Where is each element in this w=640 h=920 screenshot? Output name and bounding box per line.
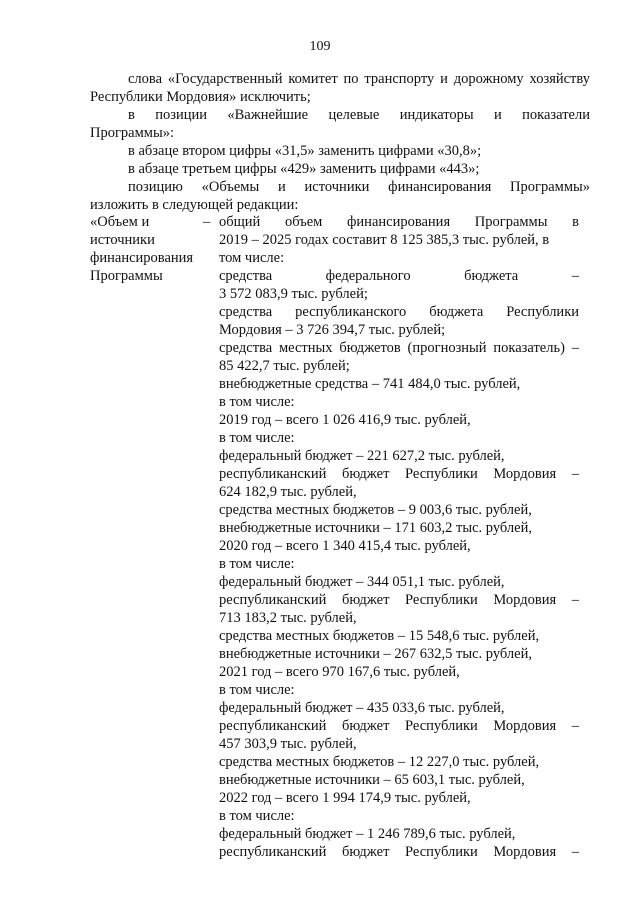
paragraph-financing-position: позицию «Объемы и источники финансирования Программы»	[128, 179, 590, 195]
financing-line: внебюджетные средства – 741 484,0 тыс. рублей,	[219, 376, 521, 392]
paragraph-indicators-heading-cont: Программы»:	[90, 125, 174, 141]
financing-line: средства местных бюджетов – 9 003,6 тыс. рублей,	[219, 502, 532, 518]
financing-line: Мордовия – 3 726 394,7 тыс. рублей;	[219, 322, 446, 338]
financing-line: 2019 год – всего 1 026 416,9 тыс. рублей,	[219, 412, 471, 428]
financing-line: в том числе:	[219, 808, 295, 824]
label-line: Программы	[90, 268, 163, 284]
label-line: финансирования	[90, 250, 194, 266]
financing-line: внебюджетные источники – 267 632,5 тыс. рублей,	[219, 646, 532, 662]
paragraph-second-indent: в абзаце втором цифры «31,5» заменить цифрами «30,8»;	[128, 143, 482, 159]
financing-line: 2019 – 2025 годах составит 8 125 385,3 тыс. рублей, в	[219, 232, 550, 248]
label-line: «Объем и	[90, 214, 150, 230]
financing-line: федеральный бюджет – 1 246 789,6 тыс. рублей,	[219, 826, 516, 842]
financing-line: федеральный бюджет – 344 051,1 тыс. рублей,	[219, 574, 505, 590]
financing-line: республиканский бюджет Республики Мордовия –	[219, 844, 579, 860]
financing-line: 3 572 083,9 тыс. рублей;	[219, 286, 368, 302]
financing-line: в том числе:	[219, 556, 295, 572]
paragraph-committee-removal: слова «Государственный комитет по транспорту и дорожному хозяйству Республики Мордовия» исключить;	[90, 71, 590, 105]
label-dash: –	[203, 214, 211, 230]
financing-line: в том числе:	[219, 394, 295, 410]
paragraph-third-indent: в абзаце третьем цифры «429» заменить цифрами «443»;	[128, 161, 480, 177]
financing-details	[219, 213, 579, 861]
financing-line: средства местных бюджетов – 15 548,6 тыс. рублей,	[219, 628, 540, 644]
financing-line: том числе:	[219, 250, 285, 266]
financing-line: 2021 год – всего 970 167,6 тыс. рублей,	[219, 664, 460, 680]
financing-line: республиканский бюджет Республики Мордовия –	[219, 718, 579, 734]
financing-line: в том числе:	[219, 430, 295, 446]
label-line: источники	[90, 232, 155, 248]
paragraph-indicators-heading: в позиции «Важнейшие целевые индикаторы и показатели	[128, 107, 590, 123]
paragraph-financing-position-cont: изложить в следующей редакции:	[90, 197, 299, 213]
financing-line: средства местных бюджетов (прогнозный показатель) –	[219, 340, 579, 356]
financing-line: 2022 год – всего 1 994 174,9 тыс. рублей,	[219, 790, 471, 806]
financing-line: 624 182,9 тыс. рублей,	[219, 484, 357, 500]
financing-line: 2020 год – всего 1 340 415,4 тыс. рублей,	[219, 538, 471, 554]
financing-line: внебюджетные источники – 171 603,2 тыс. рублей,	[219, 520, 532, 536]
financing-line: федеральный бюджет – 221 627,2 тыс. рублей,	[219, 448, 505, 464]
financing-line: общий объем финансирования Программы в	[219, 214, 579, 230]
financing-line: внебюджетные источники – 65 603,1 тыс. рублей,	[219, 772, 525, 788]
financing-line: республиканский бюджет Республики Мордовия –	[219, 592, 579, 608]
financing-label	[90, 213, 202, 285]
financing-line: республиканский бюджет Республики Мордовия –	[219, 466, 579, 482]
page-number: 109	[309, 39, 331, 54]
financing-line: 713 183,2 тыс. рублей,	[219, 610, 357, 626]
intro-text	[90, 70, 590, 214]
financing-line: федеральный бюджет – 435 033,6 тыс. рублей,	[219, 700, 505, 716]
financing-line: средства республиканского бюджета Республики	[219, 304, 579, 320]
financing-line: в том числе:	[219, 682, 295, 698]
financing-line: средства федерального бюджета –	[219, 268, 579, 284]
financing-line: 457 303,9 тыс. рублей,	[219, 736, 357, 752]
financing-line: 85 422,7 тыс. рублей;	[219, 358, 350, 374]
financing-line: средства местных бюджетов – 12 227,0 тыс. рублей,	[219, 754, 540, 770]
